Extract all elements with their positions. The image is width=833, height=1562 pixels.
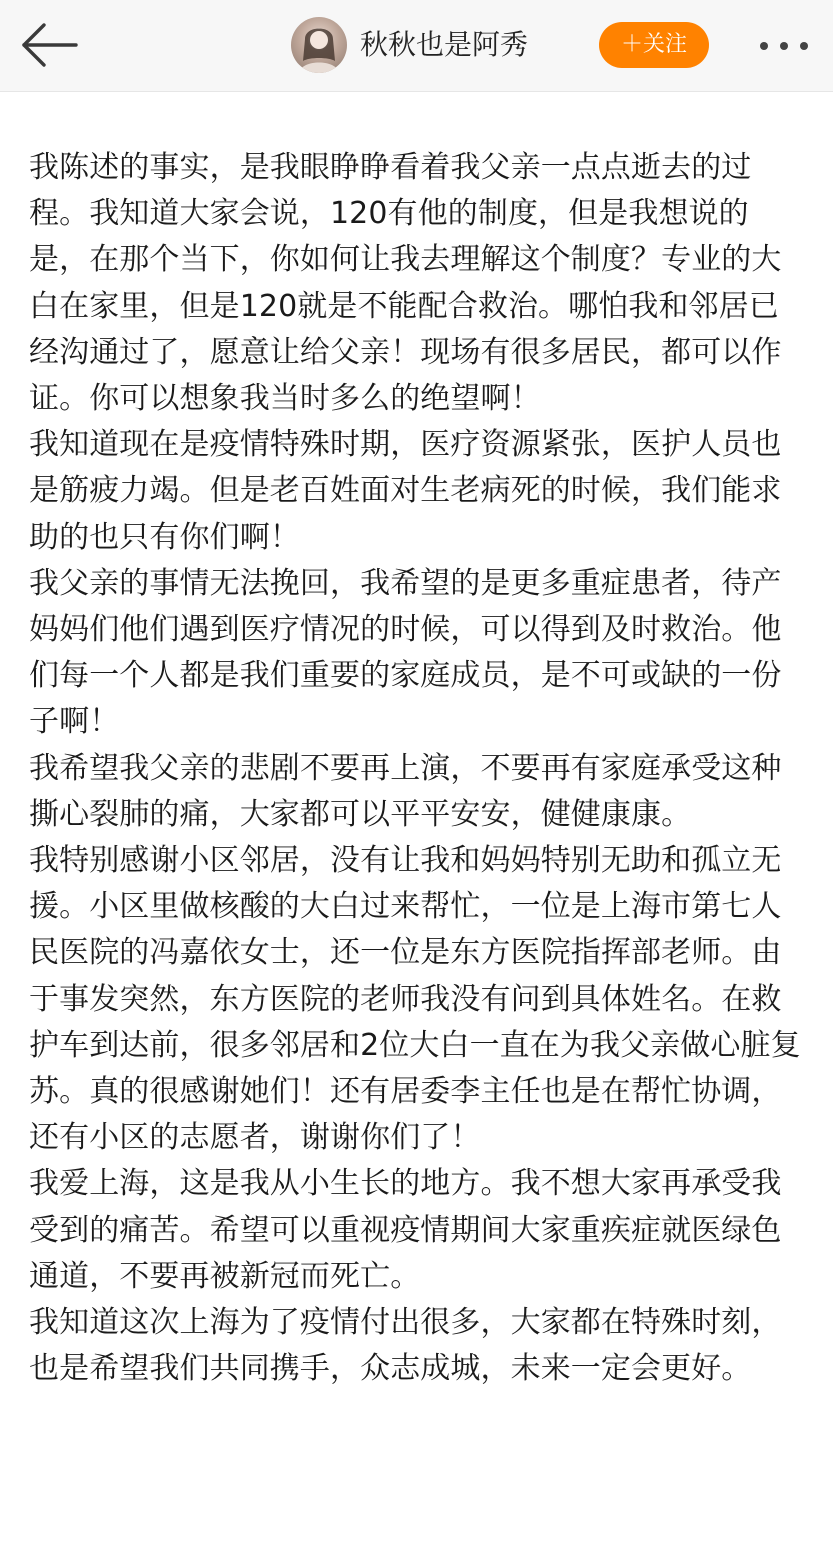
post-paragraph: 我特别感谢小区邻居，没有让我和妈妈特别无助和孤立无援。小区里做核酸的大白过来帮忙，一位是上海市第七人民医院的冯嘉依女士，还一位是东方医院指挥部老师。由于事发突然，东方医院的老师我没有问到具体姓名。在救护车到达前，很多邻居和2位大白一直在为我父亲做心脏复苏。真的很感谢她们！还有居委李主任也是在帮忙协调，还有小区的志愿者，谢谢你们了！: [29, 843, 801, 1156]
back-button[interactable]: [14, 16, 84, 76]
avatar-image: [291, 17, 347, 73]
top-navigation-bar: [0, 0, 833, 92]
arrow-left-icon: [14, 16, 84, 76]
username[interactable]: 秋秋也是阿秀: [360, 28, 529, 61]
post-paragraph: 我知道这次上海为了疫情付出很多，大家都在特殊时刻，也是希望我们共同携手，众志成城，未来一定会更好。: [29, 1305, 782, 1387]
more-button[interactable]: [752, 28, 816, 64]
more-dots-icon: [752, 28, 816, 64]
follow-button[interactable]: ＋关注: [599, 22, 709, 68]
post-paragraph: 我知道现在是疫情特殊时期，医疗资源紧张，医护人员也是筋疲力竭。但是老百姓面对生老病死的时候，我们能求助的也只有你们啊！: [29, 427, 782, 555]
post-paragraph: 我父亲的事情无法挽回，我希望的是更多重症患者，待产妈妈们他们遇到医疗情况的时候，可以得到及时救治。他们每一个人都是我们重要的家庭成员，是不可或缺的一份子啊！: [29, 565, 782, 740]
post-paragraph: 我陈述的事实，是我眼睁睁看着我父亲一点点逝去的过程。我知道大家会说，120有他的制度，但是我想说的是，在那个当下，你如何让我去理解这个制度？专业的大白在家里，但是120就是不能配合救治。哪怕我和邻居已经沟通过了，愿意让给父亲！现场有很多居民，都可以作证。你可以想象我当时多么的绝望啊！: [29, 150, 782, 417]
user-avatar[interactable]: [291, 17, 347, 73]
post-body: [0, 145, 833, 1392]
post-paragraph: 我希望我父亲的悲剧不要再上演，不要再有家庭承受这种撕心裂肺的痛，大家都可以平平安安，健健康康。: [29, 750, 782, 832]
post-paragraph: 我爱上海，这是我从小生长的地方。我不想大家再承受我受到的痛苦。希望可以重视疫情期间大家重疾症就医绿色通道，不要再被新冠而死亡。: [29, 1166, 782, 1294]
